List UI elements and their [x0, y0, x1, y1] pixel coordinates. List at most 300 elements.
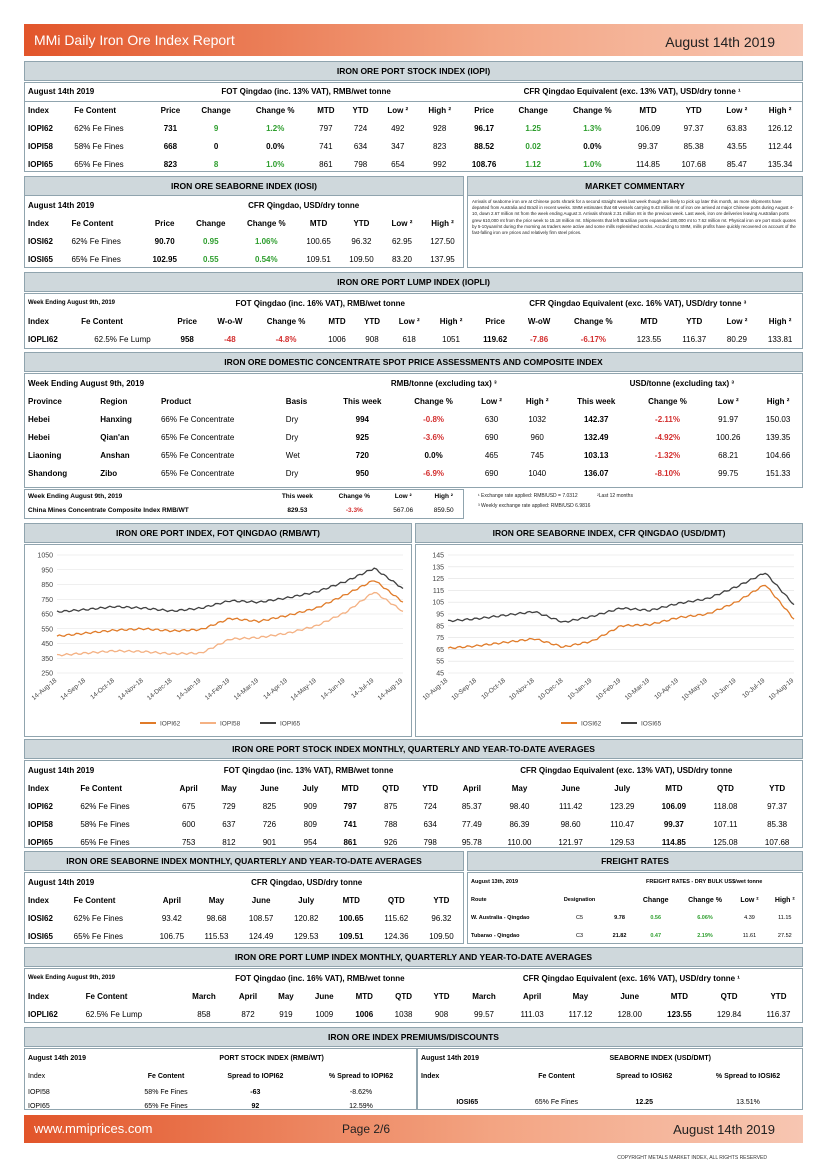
table-cell: 798 — [353, 159, 368, 169]
table-cell: W. Australia - Qingdao — [471, 915, 530, 921]
table-cell: 901 — [262, 837, 277, 847]
table-cell: IOPI58 — [28, 819, 53, 829]
table-cell: 745 — [530, 450, 544, 460]
table-cell: Change % — [414, 396, 453, 406]
table-cell: 90.70 — [154, 236, 175, 246]
table-cell: MTD — [355, 991, 373, 1001]
report-title: MMi Daily Iron Ore Index Report — [34, 32, 235, 48]
y-tick-label: 105 — [432, 599, 444, 607]
table-cell: PORT STOCK INDEX (RMB/WT) — [219, 1054, 324, 1062]
table-cell: 139.35 — [765, 432, 791, 442]
table-cell: 62.95 — [391, 236, 412, 246]
table-cell: 115.62 — [384, 913, 409, 923]
table-cell: 925 — [355, 432, 369, 442]
table-cell: Shandong — [28, 468, 68, 478]
table-cell: YTD — [770, 991, 787, 1001]
table-cell: 85.47 — [726, 159, 747, 169]
x-tick-label: 10-Feb-19 — [594, 677, 623, 702]
table-cell: USD/tonne (excluding tax) ³ — [629, 378, 735, 388]
series-line-iosi62 — [448, 585, 794, 648]
chart2-title: IRON ORE SEABORNE INDEX, CFR QINGDAO (USD/DMT) — [415, 523, 803, 543]
table-cell: 9.78 — [614, 915, 625, 921]
table-cell: Zibo — [100, 468, 118, 478]
table-cell: YTD — [686, 316, 703, 326]
table-cell: 121.97 — [558, 837, 583, 847]
table-cell: Index — [421, 1072, 440, 1080]
table-cell: High ² — [766, 396, 790, 406]
table-cell: 731 — [163, 123, 178, 133]
table-cell: 0.0% — [266, 141, 285, 151]
table-cell: 97.37 — [767, 801, 788, 811]
table-cell: 92 — [251, 1102, 260, 1110]
table-cell: 720 — [355, 450, 369, 460]
table-cell: Spread to IOPI62 — [227, 1072, 284, 1080]
table-cell: 741 — [343, 819, 357, 829]
series-line-iopi65 — [57, 568, 403, 612]
table-cell: 960 — [530, 432, 544, 442]
table-cell: 858 — [197, 1009, 211, 1019]
table-cell: Price — [160, 105, 181, 115]
table-cell — [417, 1085, 803, 1095]
table-cell: 65% Fe Concentrate — [160, 450, 235, 460]
table-row — [24, 155, 803, 173]
table-cell: 97.37 — [683, 123, 704, 133]
table-cell: -0.8% — [423, 414, 445, 424]
table-cell: 668 — [163, 141, 178, 151]
table-cell: 150.03 — [765, 414, 791, 424]
table-cell: High ² — [525, 396, 549, 406]
table-cell: 100.65 — [306, 236, 331, 246]
table-cell: 1.0% — [266, 159, 285, 169]
header-row — [24, 489, 464, 503]
x-tick-label: 14-Dec-18 — [145, 677, 174, 703]
table-cell: 65% Fe Fines — [71, 254, 121, 264]
table-cell: 0.56 — [650, 915, 662, 921]
table-cell: Low ² — [481, 396, 502, 406]
header-row — [24, 987, 803, 1005]
table-cell: 65% Fe Fines — [74, 159, 124, 169]
table-cell: 829.53 — [287, 506, 308, 514]
table-cell: YTD — [353, 218, 370, 228]
x-tick-label: 14-Nov-18 — [117, 677, 145, 703]
header-row — [24, 101, 803, 119]
table-cell: -63 — [250, 1088, 261, 1096]
table-cell: Designation — [563, 897, 596, 903]
table-cell: 128.00 — [617, 1009, 642, 1019]
table-cell: 654 — [391, 159, 405, 169]
table-cell: Route — [471, 897, 487, 903]
table-cell: 9 — [213, 123, 219, 133]
table-cell: 114.85 — [661, 837, 686, 847]
table-cell: IOSI65 — [28, 254, 53, 264]
table-cell: 21.82 — [612, 933, 627, 939]
x-tick-label: 10-Sep-18 — [450, 677, 479, 703]
table-cell: 132.49 — [583, 432, 609, 442]
table-cell: August 14th 2019 — [421, 1054, 479, 1062]
table-cell: 116.37 — [682, 334, 707, 344]
table-cell: -1.32% — [654, 450, 681, 460]
table-cell: 110.47 — [610, 819, 635, 829]
footer-date: August 14th 2019 — [673, 1122, 775, 1137]
table-cell: YTD — [422, 783, 439, 793]
table-cell: 634 — [423, 819, 437, 829]
table-cell: Price — [474, 105, 494, 115]
table-cell: 106.09 — [635, 123, 661, 133]
table-cell: -8.10% — [654, 468, 681, 478]
y-tick-label: 1050 — [37, 552, 53, 560]
iopli-avg-section-title: IRON ORE PORT LUMP INDEX MONTHLY, QUARTERLY AND YEAR-TO-DATE AVERAGES — [24, 947, 803, 967]
chart2-box — [415, 544, 803, 737]
table-cell: -4.8% — [275, 334, 297, 344]
header-row — [24, 214, 464, 232]
table-cell: 859.50 — [433, 506, 454, 514]
table-cell: 1051 — [442, 334, 460, 344]
chart1-title: IRON ORE PORT INDEX, FOT QINGDAO (RMB/WT) — [24, 523, 412, 543]
table-cell: 65% Fe Concentrate — [160, 432, 235, 442]
x-tick-label: 10-Apr-19 — [653, 677, 680, 702]
y-tick-label: 65 — [436, 646, 444, 654]
table-cell: MTD — [639, 105, 657, 115]
table-cell: 909 — [303, 801, 318, 811]
header-row — [24, 392, 803, 410]
x-tick-label: 14-Oct-18 — [89, 677, 116, 702]
table-cell: Week Ending August 9th, 2019 — [28, 492, 123, 500]
table-cell: C5 — [576, 915, 584, 921]
table-cell: 928 — [432, 123, 447, 133]
table-cell: -7.86 — [529, 334, 549, 344]
table-cell: Dry — [285, 414, 299, 424]
table-cell: July — [302, 783, 319, 793]
table-cell: 825 — [262, 801, 277, 811]
table-cell: 992 — [432, 159, 447, 169]
table-cell: 1006 — [355, 1009, 374, 1019]
y-tick-label: 950 — [41, 567, 53, 575]
table-cell: IOPI58 — [28, 141, 53, 151]
table-cell: 634 — [353, 141, 368, 151]
table-row — [24, 446, 803, 464]
table-cell: 91.97 — [718, 414, 739, 424]
table-cell: 88.52 — [474, 141, 495, 151]
x-tick-label: 10-Aug-19 — [767, 677, 796, 703]
table-cell: 107.68 — [764, 837, 790, 847]
table-cell: IOPI65 — [28, 1102, 50, 1110]
table-cell: Hebei — [28, 432, 50, 442]
table-cell: MTD — [670, 991, 689, 1001]
table-cell: June — [260, 783, 279, 793]
table-cell: 135.34 — [767, 159, 793, 169]
label-row — [24, 374, 803, 392]
table-cell: IOPI62 — [28, 801, 53, 811]
table-row — [24, 1005, 803, 1023]
table-cell: 1006 — [328, 334, 346, 344]
x-tick-label: 14-Jun-19 — [319, 677, 347, 702]
table-cell: IOPI62 — [28, 123, 53, 133]
table-cell: Index — [28, 316, 49, 326]
table-cell: 123.55 — [636, 334, 662, 344]
x-tick-label: 10-Dec-18 — [536, 677, 565, 703]
table-cell: 85.38 — [683, 141, 704, 151]
table-cell: Fe Content — [147, 1072, 185, 1080]
premiums-section-title: IRON ORE INDEX PREMIUMS/DISCOUNTS — [24, 1027, 803, 1047]
table-cell: 116.37 — [766, 1009, 791, 1019]
table-row — [24, 503, 464, 517]
table-cell: April — [522, 991, 542, 1001]
header-row — [417, 1067, 803, 1085]
market-commentary: Arrivals of seaborne iron ore at Chinese ports shrank for a second straight week last week though are likely to pick up later this month, as more shipments have departed from Australia and Brazil in recent weeks. SMM estimates that 68 vessels carrying 9.43 million mt of iron ore arrived at major Chinese ports during August 4-10, down 2.67 million mt from the week ending August 3. Arrivals shrank 2.31 million mt in the previous week. Last week, iron ore deliveries leaving Australian ports grew 610,000 mt from the prior week to 15.18 million mt. Shipments that left Brazilian ports expanded 180,000 mt to 7.62 million mt. Physical iron ore port stock quotes by 5-10yuan/mt during the morning as traders were active and some mills replenished stocks. According to SMM, mills profits have quickly recovered on account of the fast-falling iron ore prices and relatively firm steel prices. — [467, 195, 803, 268]
table-cell: YTD — [769, 783, 786, 793]
table-cell: 85.37 — [461, 801, 482, 811]
legend-label: IOSI62 — [581, 720, 602, 728]
table-cell: 0.02 — [525, 141, 541, 151]
table-cell: -4.92% — [654, 432, 681, 442]
table-cell: CFR Qingdao Equivalent (exc. 16% VAT), USD/dry tonne ¹ — [522, 973, 740, 983]
table-cell: -3.6% — [423, 432, 445, 442]
table-cell: Wet — [285, 450, 300, 460]
table-cell: -8.62% — [349, 1088, 373, 1096]
table-cell: MTD — [341, 783, 359, 793]
table-cell: 109.51 — [306, 254, 331, 264]
table-cell: 110.00 — [507, 837, 532, 847]
table-cell: 0.55 — [203, 254, 219, 264]
table-cell: 1038 — [394, 1009, 413, 1019]
x-tick-label: 14-Feb-19 — [203, 677, 232, 702]
table-cell: 85.38 — [767, 819, 788, 829]
label-row — [24, 83, 803, 101]
table-cell: 43.55 — [726, 141, 747, 151]
table-cell: Week Ending August 9th, 2019 — [28, 299, 116, 306]
table-cell: 109.50 — [429, 931, 454, 941]
table-cell: 104.66 — [765, 450, 791, 460]
table-cell: 0.0% — [583, 141, 602, 151]
table-row — [24, 815, 803, 833]
header-row — [24, 1067, 417, 1085]
table-cell: MTD — [309, 218, 328, 228]
table-cell: Hanxing — [100, 414, 132, 424]
table-cell: FOT Qingdao (inc. 13% VAT), RMB/wet tonne — [221, 87, 391, 97]
table-cell: 120.82 — [293, 913, 319, 923]
table-cell: June — [314, 991, 334, 1001]
y-tick-label: 650 — [41, 611, 53, 619]
table-cell: % Spread to IOSI62 — [715, 1072, 781, 1080]
table-cell: 100.65 — [339, 913, 364, 923]
table-cell: 919 — [279, 1009, 293, 1019]
table-cell: MTD — [640, 316, 658, 326]
y-tick-label: 850 — [41, 582, 53, 589]
table-cell: 103.13 — [583, 450, 609, 460]
table-cell: 797 — [319, 123, 333, 133]
table-cell: MTD — [317, 105, 335, 115]
iopli-avg-table — [24, 969, 803, 1023]
table-cell: 65% Fe Fines — [73, 931, 124, 941]
spacer-row — [417, 1085, 803, 1095]
table-row — [417, 1095, 803, 1109]
table-cell: 125.08 — [713, 837, 738, 847]
y-tick-label: 750 — [41, 596, 53, 604]
table-cell: Spread to IOSI62 — [616, 1072, 673, 1080]
table-cell: QTD — [717, 783, 734, 793]
table-row — [24, 330, 803, 348]
x-tick-label: 10-Jan-19 — [566, 677, 594, 702]
table-cell: Low ² — [740, 896, 759, 904]
table-cell: 99.75 — [718, 468, 739, 478]
table-cell: 66% Fe Concentrate — [160, 414, 235, 424]
table-cell: 1040 — [528, 468, 547, 478]
table-cell: CFR Qingdao, USD/dry tonne — [251, 877, 363, 887]
table-cell: Change % — [648, 396, 687, 406]
x-tick-label: 14-Aug-18 — [30, 677, 59, 703]
table-cell: Change % — [246, 218, 286, 228]
y-tick-label: 450 — [41, 641, 53, 648]
table-cell: W-o-W — [217, 316, 243, 326]
table-cell: 58% Fe Fines — [80, 819, 130, 829]
footer-page: Page 2/6 — [342, 1122, 391, 1136]
table-cell: IOPLI62 — [28, 334, 58, 344]
table-cell: June — [561, 783, 580, 793]
table-row — [24, 250, 464, 268]
table-cell: IOPI58 — [28, 1088, 50, 1096]
note-last12: ²Last 12 months — [597, 493, 633, 499]
table-cell: 62% Fe Fines — [71, 236, 121, 246]
header-row — [24, 779, 803, 797]
table-cell: 1009 — [315, 1009, 334, 1019]
table-cell: 142.37 — [583, 414, 609, 424]
y-tick-label: 115 — [432, 587, 444, 595]
label-row — [467, 873, 803, 891]
table-cell: 111.42 — [558, 801, 583, 811]
table-cell: 65% Fe Fines — [144, 1102, 188, 1110]
table-cell: 994 — [355, 414, 369, 424]
legend-label: IOPI62 — [160, 720, 181, 728]
table-cell: 96.32 — [431, 913, 452, 923]
x-tick-label: 14-Apr-19 — [262, 677, 289, 702]
table-cell: Change % — [574, 316, 613, 326]
table-cell: 93.42 — [161, 913, 182, 923]
table-cell: YTD — [352, 105, 369, 115]
table-cell: 958 — [180, 334, 194, 344]
table-cell: 0.47 — [650, 933, 662, 939]
table-cell: YTD — [685, 105, 702, 115]
table-cell: 114.85 — [636, 159, 660, 169]
table-row — [24, 1085, 417, 1099]
table-cell: FOT Qingdao (inc. 13% VAT), RMB/wet tonne — [223, 765, 394, 775]
table-cell: RMB/tonne (excluding tax) ³ — [390, 378, 497, 388]
report-header — [24, 24, 803, 56]
table-row — [24, 909, 464, 927]
table-cell: 65% Fe Fines — [534, 1098, 579, 1106]
label-row — [24, 294, 803, 312]
table-cell: 11.61 — [742, 933, 757, 939]
y-tick-label: 250 — [41, 670, 53, 678]
table-cell: CFR Qingdao Equivalent (exc. 13% VAT), USD/dry tonne — [520, 765, 733, 775]
table-cell: 724 — [353, 123, 368, 133]
table-cell: Index — [28, 783, 49, 793]
table-cell: 58% Fe Fines — [74, 141, 124, 151]
table-row — [24, 137, 803, 155]
table-cell: Low ² — [387, 105, 409, 115]
iopli-section-title: IRON ORE PORT LUMP INDEX (IOPLI) — [24, 272, 803, 292]
table-cell: Change % — [255, 105, 295, 115]
table-cell: QTD — [395, 991, 413, 1001]
table-cell: August 14th 2019 — [28, 87, 95, 97]
table-cell: 124.36 — [384, 931, 409, 941]
x-tick-label: 14-Aug-19 — [376, 677, 405, 703]
table-row — [24, 927, 464, 945]
table-cell: Region — [100, 396, 128, 406]
table-cell: 1.3% — [583, 123, 602, 133]
table-cell: 118.08 — [713, 801, 738, 811]
table-cell: 1.0% — [583, 159, 602, 169]
table-cell: -6.9% — [423, 468, 445, 478]
legend-label: IOPI58 — [220, 720, 241, 728]
table-cell: Low ² — [726, 316, 748, 326]
table-cell: 102.95 — [152, 254, 177, 264]
table-cell: 4.39 — [744, 915, 755, 921]
x-tick-label: 10-Nov-18 — [508, 677, 536, 703]
table-cell: Change — [642, 896, 669, 904]
table-cell: August 13th, 2019 — [471, 879, 519, 885]
table-cell — [605, 891, 633, 909]
table-cell: IOSI62 — [28, 236, 53, 246]
table-cell: 119.62 — [483, 334, 508, 344]
table-cell: CFR Qingdao Equivalent (exc. 13% VAT), USD/dry tonne ¹ — [523, 87, 741, 97]
table-cell: 875 — [384, 801, 398, 811]
table-cell: 133.81 — [767, 334, 793, 344]
table-cell: 861 — [343, 837, 357, 847]
table-cell: 124.49 — [248, 931, 274, 941]
table-row — [24, 119, 803, 137]
table-cell: 492 — [391, 123, 405, 133]
table-cell: Week Ending August 9th, 2019 — [28, 974, 116, 981]
table-cell: 136.07 — [583, 468, 609, 478]
table-cell: CFR Qingdao Equivalent (exc. 16% VAT), USD/dry tonne ³ — [529, 298, 747, 308]
table-cell: Hebei — [28, 414, 50, 424]
table-cell: Fe Content — [538, 1072, 575, 1080]
table-cell: May — [208, 895, 225, 905]
x-tick-label: 10-May-19 — [680, 677, 709, 703]
x-tick-label: 10-Oct-18 — [480, 677, 507, 702]
table-cell: 62% Fe Fines — [73, 913, 124, 923]
legend-label: IOPI65 — [280, 720, 301, 728]
header-row — [24, 312, 803, 330]
table-cell: Low ² — [391, 218, 413, 228]
footer-url[interactable]: www.mmiprices.com — [34, 1121, 153, 1136]
table-cell: 62% Fe Fines — [80, 801, 130, 811]
table-cell: August 14th 2019 — [28, 1054, 86, 1062]
table-cell: 151.33 — [765, 468, 791, 478]
table-cell: Fe Content — [71, 218, 114, 228]
table-cell: This week — [343, 396, 382, 406]
table-cell: 108.76 — [471, 159, 497, 169]
table-cell: Fe Content — [80, 783, 123, 793]
y-tick-label: 125 — [432, 576, 444, 584]
iopi-table — [24, 83, 803, 173]
table-cell: FREIGHT RATES - DRY BULK US$/wet tonne — [646, 879, 763, 885]
table-cell: 347 — [391, 141, 405, 151]
table-cell: Low ² — [717, 396, 739, 406]
table-cell: Dry — [285, 468, 299, 478]
table-cell: 127.50 — [430, 236, 455, 246]
table-cell: 0.0% — [424, 450, 443, 460]
table-cell: YTD — [433, 991, 450, 1001]
table-cell: Fe Content — [81, 316, 123, 326]
table-cell: C3 — [576, 933, 584, 939]
iosi-chart — [416, 545, 802, 736]
chart1-box — [24, 544, 412, 737]
table-cell: FOT Qingdao (inc. 16% VAT), RMB/wet tonne — [235, 973, 405, 983]
table-cell: 107.11 — [713, 819, 738, 829]
legend-label: IOSI65 — [641, 720, 662, 728]
table-cell: Price — [177, 316, 197, 326]
